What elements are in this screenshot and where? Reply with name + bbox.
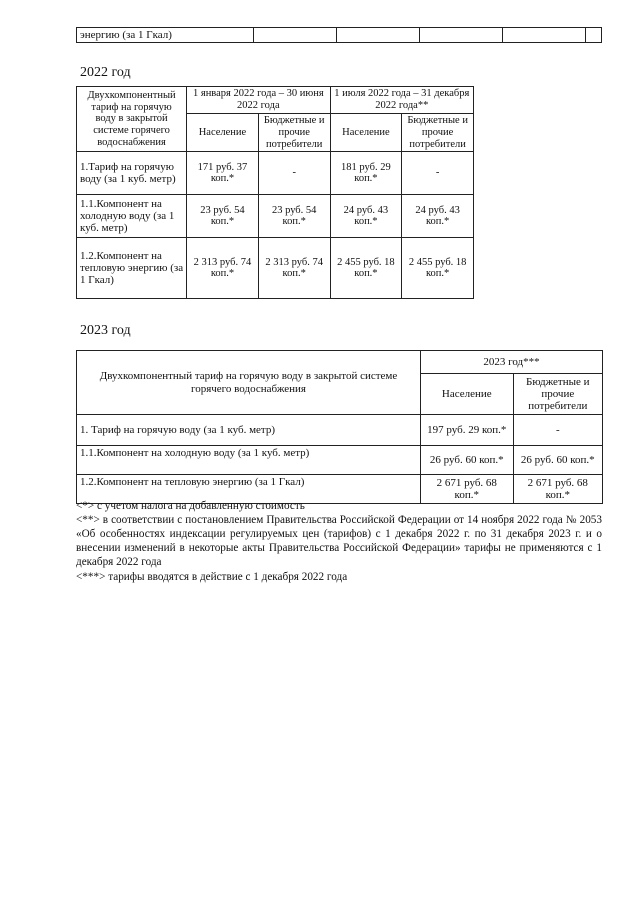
table-cell: 197 руб. 29 коп.* (420, 415, 513, 446)
table-cell: 23 руб. 54 коп.* (258, 195, 330, 238)
table-cell: - (513, 415, 602, 446)
header-budget: Бюджетные и прочие потребители (258, 114, 330, 152)
row-label: 1.Тариф на горячую воду (за 1 куб. метр) (77, 152, 187, 195)
tariff-table-2023 (76, 350, 603, 504)
table-row (77, 195, 474, 238)
table-cell (503, 28, 586, 43)
row-label: 1. Тариф на горячую воду (за 1 куб. метр) (77, 415, 421, 446)
row-label: 1.2.Компонент на тепловую энергию (за 1 Гкал) (77, 238, 187, 299)
row-label: 1.2.Компонент на тепловую энергию (за 1 Гкал) (77, 475, 421, 504)
table-cell: 2 671 руб. 68 коп.* (513, 475, 602, 504)
table-cell (420, 28, 503, 43)
footnotes (76, 499, 602, 584)
table-cell: 171 руб. 37 коп.* (187, 152, 259, 195)
table-cell (254, 28, 337, 43)
section-title-2022: 2022 год (80, 65, 131, 80)
table-cell: 2 455 руб. 18 коп.* (330, 238, 402, 299)
header-budget: Бюджетные и прочие потребители (513, 374, 602, 415)
footnote: <***> тарифы вводятся в действие с 1 декабря 2022 года (76, 570, 348, 583)
table-row (77, 446, 603, 475)
table-cell: 26 руб. 60 коп.* (513, 446, 602, 475)
table-cell: 2 313 руб. 74 коп.* (187, 238, 259, 299)
footnote: <*> с учетом налога на добавленную стоимость (76, 500, 305, 512)
table-cell: - (258, 152, 330, 195)
header-budget: Бюджетные и прочие потребители (402, 114, 474, 152)
footnote: <**> в соответствии с постановлением Правительства Российской Федерации от 14 ноября 2022 года № 2053 «Об особенностях индексации регулируемых цен (тарифов) с 1 декабря 2022 г. по 31 декабря 2023 г. и о внесении изменений в некоторые акты Правительства Российской Федерации» тарифы не применяются с 1 декабря 2022 года (76, 514, 602, 569)
table-row (77, 238, 474, 299)
header-period-1: 1 января 2022 года – 30 июня 2022 года (187, 87, 330, 114)
tariff-table-2022 (76, 86, 474, 299)
table-row (77, 415, 603, 446)
table-cell: 24 руб. 43 коп.* (330, 195, 402, 238)
header-population: Население (420, 374, 513, 415)
header-tariff-label: Двухкомпонентный тариф на горячую воду в закрытой системе горячего водоснабжения (77, 87, 187, 152)
table-header-row (77, 87, 474, 114)
table-cell: 181 руб. 29 коп.* (330, 152, 402, 195)
table-cell: 2 671 руб. 68 коп.* (420, 475, 513, 504)
row-label: 1.1.Компонент на холодную воду (за 1 куб. метр) (77, 446, 421, 475)
header-tariff-label: Двухкомпонентный тариф на горячую воду в закрытой системе горячего водоснабжения (77, 351, 421, 415)
table-cell: - (402, 152, 474, 195)
table-row (77, 152, 474, 195)
table-cell: 26 руб. 60 коп.* (420, 446, 513, 475)
section-title-2023: 2023 год (80, 323, 131, 338)
table-row (77, 28, 602, 43)
header-population: Население (330, 114, 402, 152)
header-population: Население (187, 114, 259, 152)
table-cell (586, 28, 602, 43)
table-cell: 24 руб. 43 коп.* (402, 195, 474, 238)
header-period-2: 1 июля 2022 года – 31 декабря 2022 года** (330, 87, 473, 114)
row-label: 1.1.Компонент на холодную воду (за 1 куб. метр) (77, 195, 187, 238)
table-cell (337, 28, 420, 43)
table-cell: 2 313 руб. 74 коп.* (258, 238, 330, 299)
table-cell: 23 руб. 54 коп.* (187, 195, 259, 238)
continued-table (76, 27, 602, 43)
table-cell: энергию (за 1 Гкал) (77, 28, 254, 43)
table-header-row (77, 351, 603, 374)
header-period: 2023 год*** (420, 351, 602, 374)
table-cell: 2 455 руб. 18 коп.* (402, 238, 474, 299)
